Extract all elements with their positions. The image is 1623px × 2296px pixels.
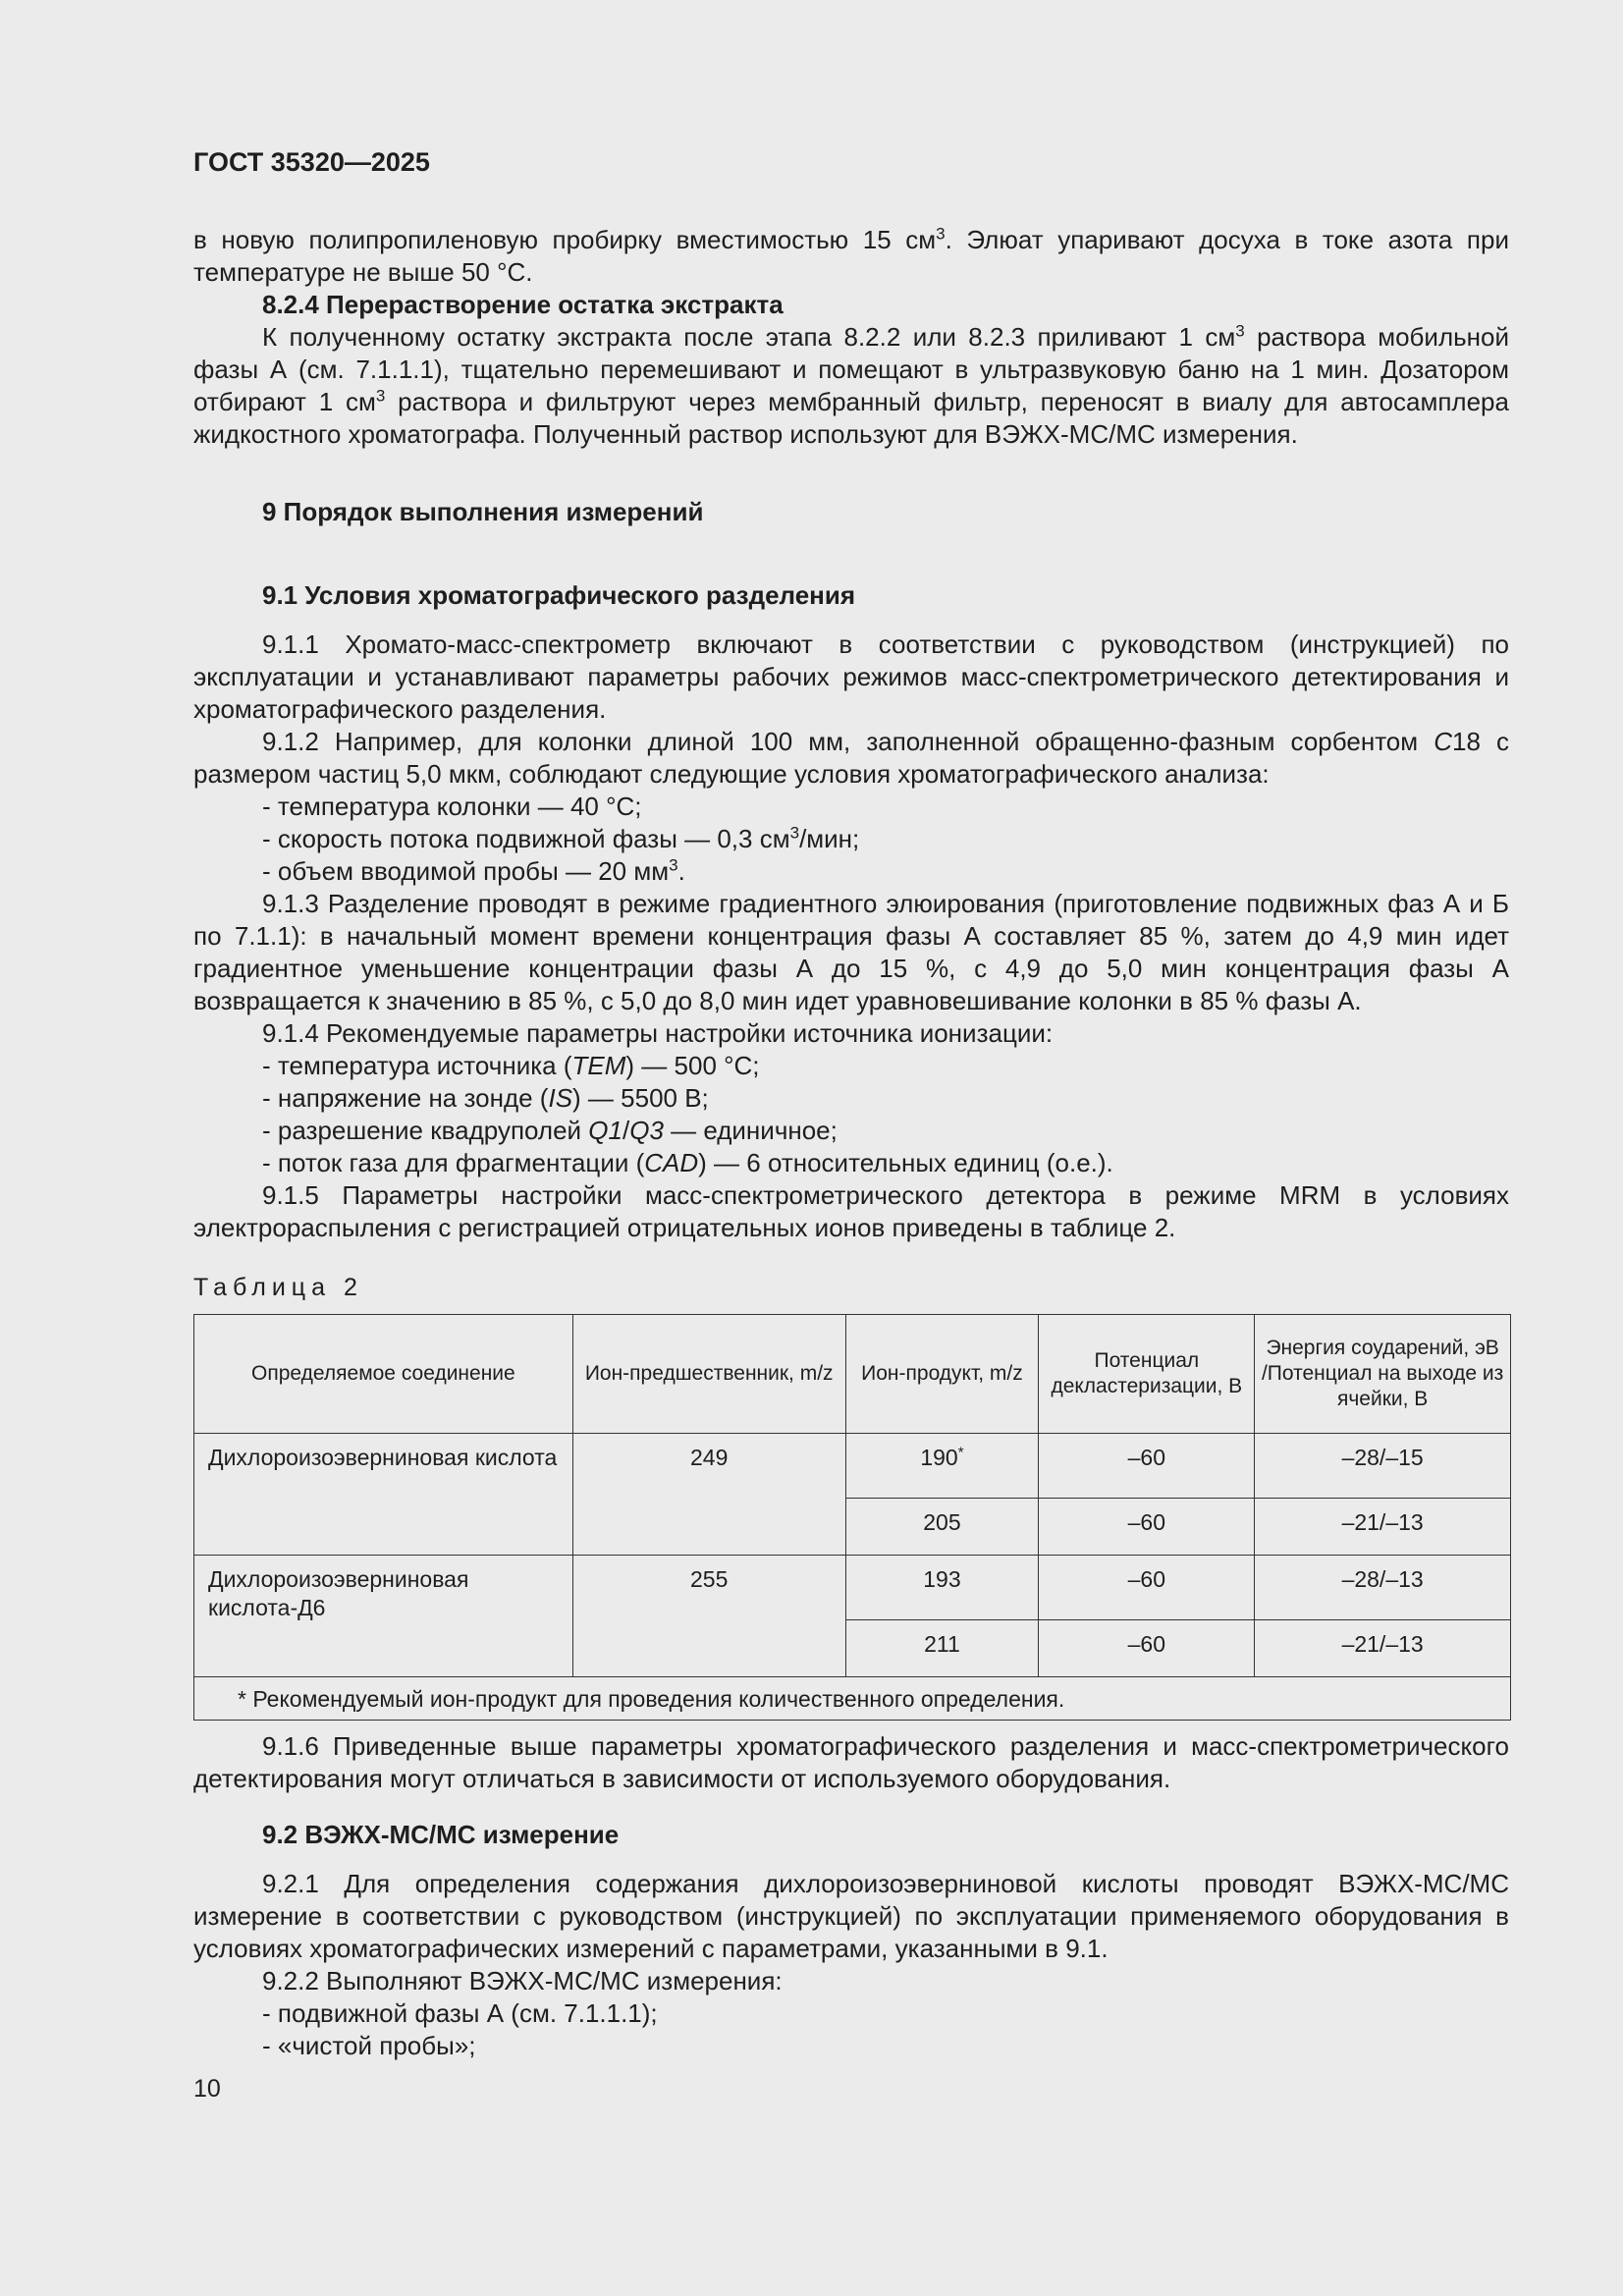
- table-header-cell: Ион-продукт, m/z: [845, 1315, 1039, 1434]
- precursor-cell: 249: [572, 1434, 845, 1556]
- list-item-injection-volume: - объем вводимой пробы — 20 $мм^3$.: [193, 855, 1509, 888]
- list-item-source-temp: - температура источника (TEM) — 500 °С;: [193, 1050, 1509, 1082]
- list-item-cad-gas: - поток газа для фрагментации (CAD) — 6 относительных единиц (о.е.).: [193, 1147, 1509, 1179]
- heading-9-2: 9.2 ВЭЖХ-МС/МС измерение: [262, 1820, 620, 1849]
- collision-energy-cell: –21/–13: [1255, 1620, 1511, 1677]
- product-ion-cell: 211: [845, 1620, 1039, 1677]
- paragraph-9-2-2: 9.2.2 Выполняют ВЭЖХ-МС/МС измерения:: [262, 1966, 783, 1995]
- section-9-1-6-block: [193, 1730, 1509, 1795]
- paragraph-9-1-5: 9.1.5 Параметры настройки масс-спектрометрического детектора в режиме MRM в условиях электрораспыления с регистрацией отрицательных ионов приведены в таблице 2.: [193, 1180, 1509, 1242]
- table-footnote: * Рекомендуемый ион-продукт для проведения количественного определения.: [194, 1677, 1511, 1721]
- precursor-cell: 255: [572, 1556, 845, 1677]
- paragraph-9-1-6: 9.1.6 Приведенные выше параметры хроматографического разделения и масс-спектрометрического детектирования могут отличаться в зависимости от используемого оборудования.: [193, 1731, 1509, 1793]
- heading-9-1: 9.1 Условия хроматографического разделения: [262, 580, 856, 610]
- list-item-column-temp: - температура колонки — 40 °С;: [193, 791, 1509, 823]
- section-9-2-block: [193, 1868, 1509, 2062]
- table-row: [194, 1434, 1511, 1499]
- list-item-probe-voltage: - напряжение на зонде (IS) — 5500 В;: [193, 1082, 1509, 1115]
- product-ion-cell: 193: [845, 1556, 1039, 1620]
- table-row: [194, 1556, 1511, 1620]
- section-9-1-block: [193, 629, 1509, 1244]
- paragraph-9-1-2: 9.1.2 Например, для колонки длиной 100 мм, заполненной обращенно-фазным сорбентом С18 с размером частиц 5,0 мкм, соблюдают следующие условия хроматографического анализа:: [193, 727, 1509, 789]
- section-8-2-block: [193, 224, 1509, 451]
- paragraph-9-1-4: 9.1.4 Рекомендуемые параметры настройки источника ионизации:: [262, 1018, 1054, 1048]
- document-header: ГОСТ 35320—2025: [193, 147, 430, 177]
- page-number: 10: [193, 2075, 221, 2103]
- compound-cell: Дихлороизоэверниновая кислота: [194, 1434, 573, 1556]
- mrm-parameters-table: [193, 1314, 1511, 1721]
- list-item-clean-sample: - «чистой пробы»;: [193, 2030, 1509, 2062]
- paragraph-9-2-1: 9.2.1 Для определения содержания дихлороизоэверниновой кислоты проводят ВЭЖХ-МС/МС измерение в соответствии с руководством (инструкцией) по эксплуатации применяемого оборудования в условиях хроматографических измерений с параметрами, указанными в 9.1.: [193, 1869, 1509, 1963]
- paragraph-9-1-1: 9.1.1 Хромато-масс-спектрометр включают в соответствии с руководством (инструкцией) по эксплуатации и устанавливают параметры рабочих режимов масс-спектрометрического детектирования и хроматографического разделения.: [193, 629, 1509, 724]
- collision-energy-cell: –21/–13: [1255, 1499, 1511, 1556]
- declustering-cell: –60: [1039, 1620, 1255, 1677]
- list-item-quadrupole-resolution: - разрешение квадруполей Q1/Q3 — единичное;: [193, 1115, 1509, 1147]
- list-item-mobile-phase: - подвижной фазы А (см. 7.1.1.1);: [193, 1997, 1509, 2030]
- table-header-cell: Определяемое соединение: [194, 1315, 573, 1434]
- heading-section-9: 9 Порядок выполнения измерений: [262, 497, 704, 526]
- declustering-cell: –60: [1039, 1434, 1255, 1499]
- declustering-cell: –60: [1039, 1499, 1255, 1556]
- heading-8-2-4: 8.2.4 Перерастворение остатка экстракта: [262, 290, 784, 319]
- collision-energy-cell: –28/–15: [1255, 1434, 1511, 1499]
- compound-cell: Дихлороизоэверниновая кислота-Д6: [194, 1556, 573, 1677]
- table-caption: Таблица 2: [193, 1274, 363, 1301]
- declustering-cell: –60: [1039, 1556, 1255, 1620]
- product-ion-cell: 190*: [845, 1434, 1039, 1499]
- paragraph-continuation: в новую полипропиленовую пробирку вместимостью 15 $см^3$. Элюат упаривают досуха в токе азота при температуре не выше 50 °С.: [193, 224, 1509, 287]
- collision-energy-cell: –28/–13: [1255, 1556, 1511, 1620]
- table-header-cell: Ион-предшественник, m/z: [572, 1315, 845, 1434]
- list-item-flow-rate: - скорость потока подвижной фазы — 0,3 $см^3$/мин;: [193, 823, 1509, 855]
- product-ion-cell: 205: [845, 1499, 1039, 1556]
- paragraph-9-1-3: 9.1.3 Разделение проводят в режиме градиентного элюирования (приготовление подвижных фаз А и Б по 7.1.1): в начальный момент времени концентрация фазы А составляет 85 %, затем до 4,9 мин идет градиентное уменьшение концентрации фазы А до 15 %, с 4,9 до 5,0 мин концентрация фазы А возвращается к значению в 85 %, с 5,0 до 8,0 мин идет уравновешивание колонки в 85 % фазы А.: [193, 889, 1509, 1015]
- table-footnote-row: [194, 1677, 1511, 1721]
- paragraph-8-2-4: К полученному остатку экстракта после этапа 8.2.2 или 8.2.3 приливают 1 $см^3$ раствора мобильной фазы А (см. 7.1.1.1), тщательно перемешивают и помещают в ультразвуковую баню на 1 мин. Дозатором отбирают 1 $см^3$ раствора и фильтруют через мембранный фильтр, переносят в виалу для автосамплера жидкостного хроматографа. Полученный раствор используют для ВЭЖХ-МС/МС измерения.: [193, 321, 1510, 449]
- table-header-cell: Энергия соударений, эВ /Потенциал на выходе из ячейки, В: [1255, 1315, 1511, 1434]
- table-header-row: [194, 1315, 1511, 1434]
- table-header-cell: Потенциал декластеризации, В: [1039, 1315, 1255, 1434]
